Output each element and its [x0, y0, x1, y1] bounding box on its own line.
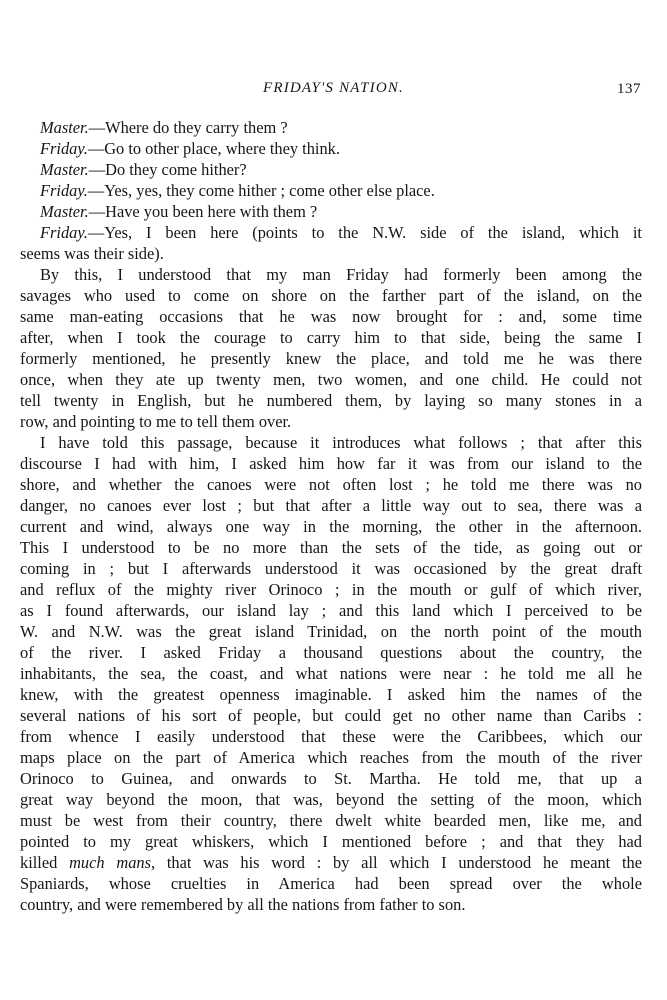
dialogue-line	[20, 201, 642, 222]
text-line: coming in ; but I afterwards understood it was occasioned by the great draft	[20, 559, 642, 578]
text-line: maps place on the part of America which reaches from the mouth of the river	[20, 748, 642, 767]
text-line: after, when I took the courage to carry him to that side, being the same I	[20, 328, 642, 347]
text-line: By this, I understood that my man Friday had formerly been among the	[40, 265, 642, 284]
text-line: discourse I had with him, I asked him how far it was from our island to the	[20, 454, 642, 473]
text-line: savages who used to come on shore on the farther part of the island, on the	[20, 286, 642, 305]
speaker-name: Friday.	[40, 181, 88, 200]
text-line: current and wind, always one way in the morning, the other in the afternoon.	[20, 517, 642, 536]
dialogue-text: —Yes, yes, they come hither ; come other else place.	[87, 181, 435, 200]
text-line: and reflux of the mighty river Orinoco ; in the mouth or gulf of which river,	[20, 580, 642, 599]
text-line: of the river. I asked Friday a thousand questions about the country, the	[20, 643, 642, 662]
text-fragment: killed	[20, 853, 70, 872]
text-line: I have told this passage, because it introduces what follows ; that after this	[40, 433, 642, 452]
speaker-name: Master.	[40, 160, 89, 179]
text-line: Orinoco to Guinea, and onwards to St. Martha. He told me, that up a	[20, 769, 642, 788]
speaker-name: Friday.	[40, 139, 88, 158]
text-line: same man-eating occasions that he was now brought for : and, some time	[20, 307, 642, 326]
text-line: seems was their side).	[20, 244, 164, 263]
text-line: inhabitants, the sea, the coast, and what nations were near : he told me all he	[20, 664, 642, 683]
dialogue-text: —Do they come hither?	[88, 160, 247, 179]
speaker-name: Master.	[40, 202, 89, 221]
dialogue-line	[20, 222, 642, 243]
dialogue-text: —Yes, I been here (points to the N.W. side of the island, which it	[87, 223, 642, 242]
text-line: once, when they ate up twenty men, two women, and one child. He could not	[20, 370, 642, 389]
text-line: must be west from their country, there dwelt white bearded men, like me, and	[20, 811, 642, 830]
speaker-name: Friday.	[40, 223, 88, 242]
text-line: row, and pointing to me to tell them over.	[20, 412, 292, 431]
text-line: shore, and whether the canoes were not often lost ; he told me there was no	[20, 475, 642, 494]
text-line: several nations of his sort of people, but could get no other name than Caribs :	[20, 706, 642, 725]
speaker-name: Master.	[40, 118, 89, 137]
text-line: from whence I easily understood that these were the Caribbees, which our	[20, 727, 642, 746]
text-line: Spaniards, whose cruelties in America had been spread over the whole	[20, 874, 642, 893]
dialogue-line	[20, 180, 642, 201]
text-line: as I found afterwards, our island lay ; and this land which I perceived to be	[20, 601, 642, 620]
text-line: great way beyond the moon, that was, beyond the setting of the moon, which	[20, 790, 642, 809]
dialogue-text: —Where do they carry them ?	[88, 118, 288, 137]
text-line: This I understood to be no more than the sets of the tide, as going out or	[20, 538, 642, 557]
running-header	[0, 80, 667, 104]
text-fragment: that was his word : by all which I understood he meant the	[155, 853, 642, 872]
text-line: formerly mentioned, he presently knew the place, and told me he was there	[20, 349, 642, 368]
text-line	[20, 852, 642, 873]
running-title: FRIDAY'S NATION.	[262, 80, 405, 96]
dialogue-line	[20, 117, 642, 138]
text-line: danger, no canoes ever lost ; but that after a little way out to sea, there was a	[20, 496, 642, 515]
text-line: pointed to my great whiskers, which I mentioned before ; and that they had	[20, 832, 642, 851]
text-line: W. and N.W. was the great island Trinidad, on the north point of the mouth	[20, 622, 642, 641]
page-body	[20, 117, 642, 915]
dialogue-line	[20, 138, 642, 159]
dialogue-text: —Go to other place, where they think.	[87, 139, 340, 158]
text-line: knew, with the greatest openness imaginable. I asked him the names of the	[20, 685, 642, 704]
text-line: tell twenty in English, but he numbered them, by laying so many stones in a	[20, 391, 642, 410]
dialogue-line	[20, 159, 642, 180]
text-line: country, and were remembered by all the nations from father to son.	[20, 895, 466, 914]
italic-quote: much mans,	[69, 853, 156, 872]
page-number: 137	[617, 81, 641, 97]
dialogue-text: —Have you been here with them ?	[88, 202, 318, 221]
